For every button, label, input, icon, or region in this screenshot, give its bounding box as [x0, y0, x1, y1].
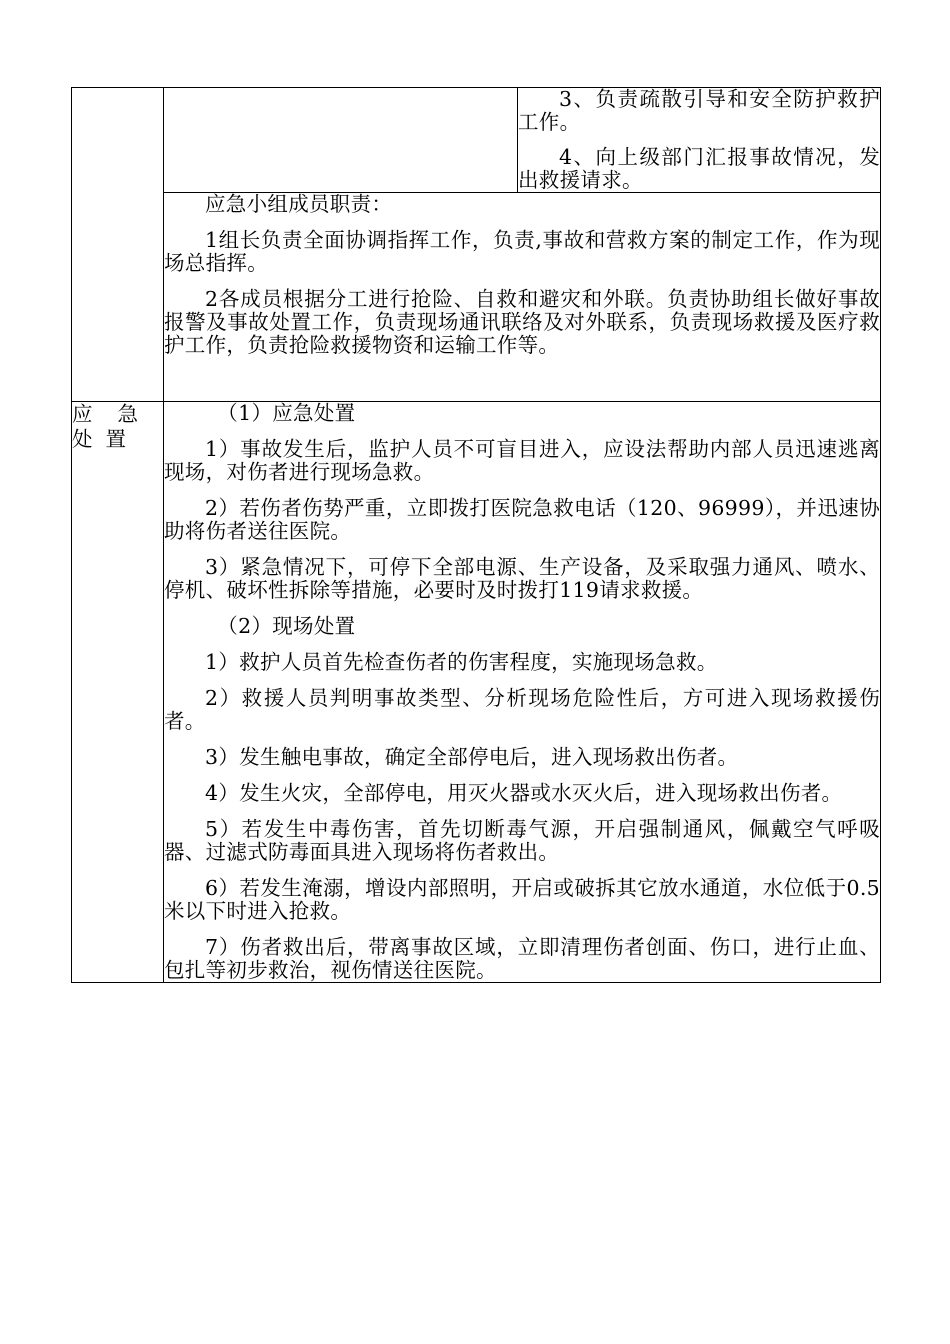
- procedure-item: 3）发生触电事故，确定全部停电后，进入现场救出伤者。: [205, 745, 739, 769]
- procedure-item: 7）伤者救出后，带离事故区域，立即清理伤者创面、伤口，进行止血、包扎等初步救治，视伤情送往医院。: [164, 935, 880, 982]
- section-label-line: [72, 427, 126, 452]
- section-label-char: 处: [72, 427, 93, 451]
- duty-item: 1组长负责全面协调指挥工作，负责,事故和营救方案的制定工作，作为现场总指挥。: [164, 228, 880, 275]
- member-duties-cell: [164, 193, 881, 402]
- duties-heading: 应急小组成员职责：: [205, 192, 393, 216]
- duty-item: 2各成员根据分工进行抢险、自救和避灾和外联。负责协助组长做好事故报警及事故处置工作，负责现场通讯联络及对外联系，负责现场救援及医疗救护工作，负责抢险救援物资和运输工作等。: [164, 287, 880, 357]
- table-row: [72, 88, 881, 193]
- section-label-char: 置: [105, 427, 126, 451]
- procedure-item: 3）紧急情况下，可停下全部电源、生产设备，及采取强力通风、喷水、停机、破坏性拆除等措施，必要时及时拨打119请求救援。: [164, 555, 880, 602]
- emergency-plan-table: [71, 87, 881, 983]
- procedure-item: 1）救护人员首先检查伤者的伤害程度，实施现场急救。: [205, 650, 718, 674]
- section-label-line: [72, 402, 138, 427]
- emergency-handling-label-cell: [72, 402, 164, 983]
- procedure-item: 4）发生火灾，全部停电，用灭火器或水灭火后，进入现场救出伤者。: [205, 781, 843, 805]
- table-row: [72, 193, 881, 402]
- procedure-item: 6）若发生淹溺，增设内部照明，开启或破拆其它放水通道，水位低于0.5米以下时进入抢救。: [164, 876, 880, 923]
- subsection-heading: （2）现场处置: [217, 614, 356, 638]
- procedure-item: 2）救援人员判明事故类型、分析现场危险性后，方可进入现场救援伤者。: [164, 686, 880, 733]
- emergency-handling-content-cell: [164, 402, 881, 983]
- responsibility-item: 4、向上级部门汇报事故情况，发出救援请求。: [518, 145, 880, 192]
- left-label-cell-empty: [72, 88, 164, 402]
- subsection-heading: （1）应急处置: [217, 401, 356, 425]
- table-row: [72, 402, 881, 983]
- procedure-item: 5）若发生中毒伤害，首先切断毒气源，开启强制通风，佩戴空气呼吸器、过滤式防毒面具进入现场将伤者救出。: [164, 817, 880, 864]
- responsibility-item: 3、负责疏散引导和安全防护救护工作。: [518, 87, 880, 134]
- middle-empty-cell: [164, 88, 518, 193]
- procedure-item: 1）事故发生后，监护人员不可盲目进入，应设法帮助内部人员迅速逃离现场，对伤者进行现场急救。: [164, 437, 880, 484]
- responsibility-cell: [518, 88, 881, 193]
- procedure-item: 2）若伤者伤势严重，立即拨打医院急救电话（120、96999），并迅速协助将伤者送往医院。: [164, 496, 880, 543]
- section-label-char: 应: [72, 402, 93, 426]
- section-label-char: 急: [117, 402, 138, 426]
